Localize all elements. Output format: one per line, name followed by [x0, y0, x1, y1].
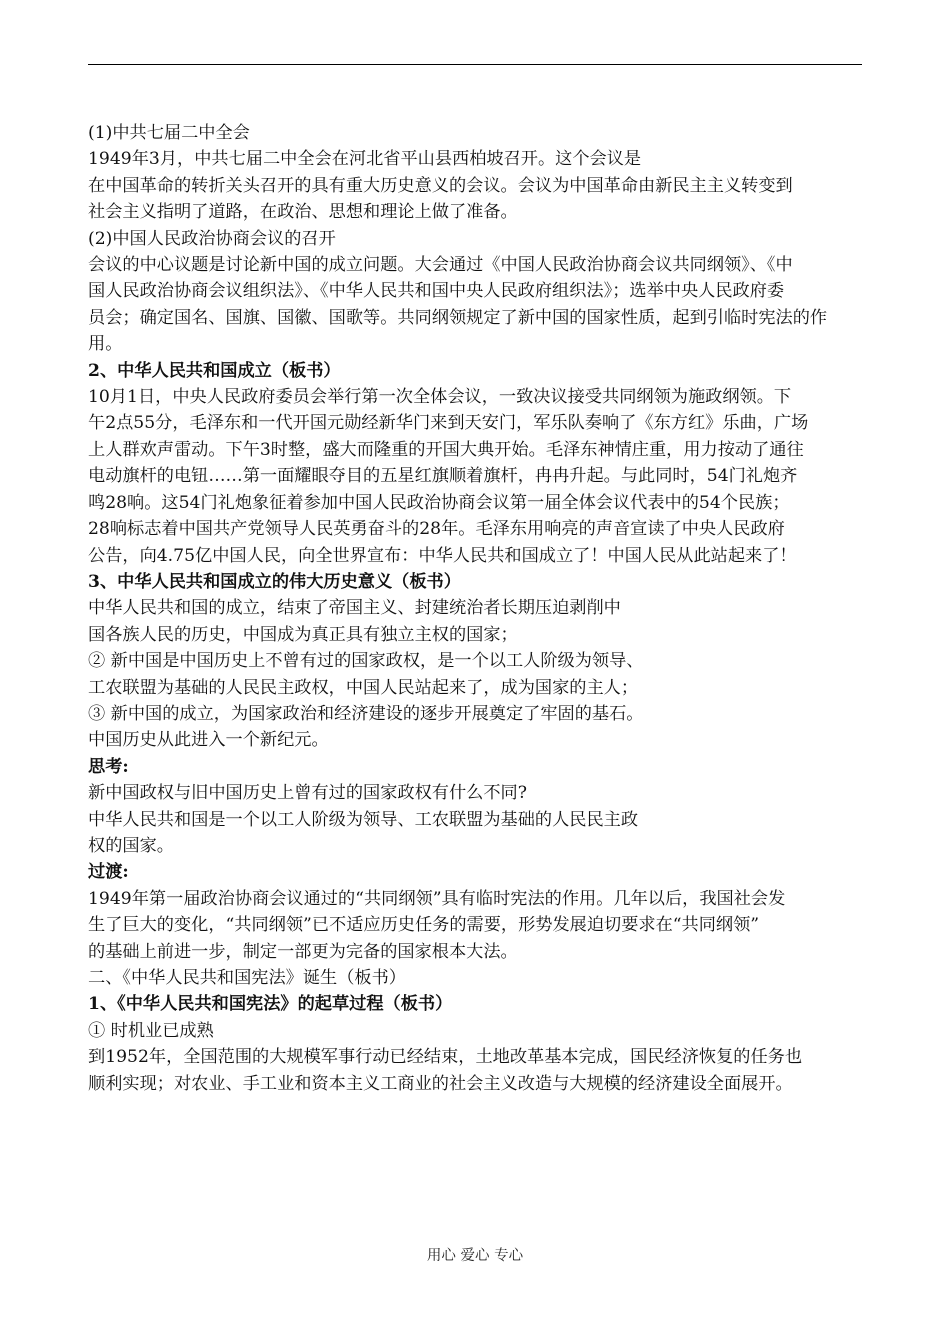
text-line: 中华人民共和国的成立，结束了帝国主义、封建统治者长期压迫剥削中	[88, 598, 621, 619]
text-line: 午2点55分，毛泽东和一代开国元勋经新华门来到天安门，军乐队奏响了《东方红》乐曲，广场	[88, 413, 809, 434]
text-line: 鸣28响。这54门礼炮象征着参加中国人民政治协商会议第一届全体会议代表中的54个民族；	[88, 492, 790, 513]
text-line: 权的国家。	[88, 835, 174, 856]
section-heading: 3、中华人民共和国成立的伟大历史意义（板书）	[88, 571, 461, 592]
text-line: 工农联盟为基础的人民民主政权，中国人民站起来了，成为国家的主人；	[88, 677, 639, 698]
text-line: 上人群欢声雷动。下午3时整，盛大而隆重的开国大典开始。毛泽东神情庄重，用力按动了通往	[88, 439, 804, 460]
text-line: (2)中国人民政治协商会议的召开	[88, 228, 336, 249]
text-line: 中华人民共和国是一个以工人阶级为领导、工农联盟为基础的人民民主政	[88, 809, 639, 830]
text-line: 在中国革命的转折关头召开的具有重大历史意义的会议。会议为中国革命由新民主主义转变到	[88, 175, 793, 196]
text-line: ③ 新中国的成立，为国家政治和经济建设的逐步开展奠定了牢固的基石。	[88, 703, 644, 724]
text-line: 到1952年，全国范围的大规模军事行动已经结束，土地改革基本完成，国民经济恢复的任务也	[88, 1047, 803, 1068]
text-line: 中国历史从此进入一个新纪元。	[88, 730, 329, 751]
text-line: 1949年第一届政治协商会议通过的“共同纲领”具有临时宪法的作用。几年以后，我国社会发	[88, 888, 786, 909]
text-line: 28响标志着中国共产党领导人民英勇奋斗的28年。毛泽东用响亮的声音宣读了中央人民政府	[88, 519, 785, 540]
text-line: 生了巨大的变化，“共同纲领”已不适应历史任务的需要，形势发展迫切要求在“共同纲领”	[88, 915, 760, 936]
text-line: 电动旗杆的电钮……第一面耀眼夺目的五星红旗顺着旗杆，冉冉升起。与此同时，54门礼炮齐	[88, 466, 798, 487]
header-rule	[88, 64, 862, 65]
page-footer: 用心 爱心 专心	[426, 1248, 524, 1264]
text-line: 社会主义指明了道路，在政治、思想和理论上做了准备。	[88, 202, 518, 223]
text-line: 会议的中心议题是讨论新中国的成立问题。大会通过《中国人民政治协商会议共同纲领》、《中	[88, 255, 793, 276]
text-line: 国人民政治协商会议组织法》、《中华人民共和国中央人民政府组织法》；选举中央人民政府委	[88, 281, 785, 302]
text-line: (1)中共七届二中全会	[88, 123, 250, 143]
text-line: 公告，向4.75亿中国人民，向全世界宣布：中华人民共和国成立了！中国人民从此站起来了！	[88, 545, 797, 566]
text-line: 顺利实现；对农业、手工业和资本主义工商业的社会主义改造与大规模的经济建设全面展开。	[88, 1073, 793, 1094]
document-body	[88, 120, 864, 1097]
text-line: 二、《中华人民共和国宪法》诞生（板书）	[88, 968, 406, 988]
text-line: 国各族人民的历史，中国成为真正具有独立主权的国家；	[88, 624, 518, 645]
text-line: ① 时机业已成熟	[88, 1020, 214, 1041]
text-line: 用。	[88, 334, 123, 355]
text-line: 的基础上前进一步，制定一部更为完备的国家根本大法。	[88, 941, 518, 962]
section-heading: 1、《中华人民共和国宪法》的起草过程（板书）	[88, 994, 453, 1015]
section-heading: 过渡:	[88, 862, 129, 883]
section-heading: 2、中华人民共和国成立（板书）	[88, 360, 341, 381]
text-line: 员会；确定国名、国旗、国徽、国歌等。共同纲领规定了新中国的国家性质，起到引临时宪法的作	[88, 307, 828, 328]
text-line: 1949年3月，中共七届二中全会在河北省平山县西柏坡召开。这个会议是	[88, 149, 642, 170]
text-line: 新中国政权与旧中国历史上曾有过的国家政权有什么不同?	[88, 783, 527, 804]
text-line: ② 新中国是中国历史上不曾有过的国家政权，是一个以工人阶级为领导、	[88, 651, 644, 672]
section-heading: 思考:	[88, 756, 129, 777]
text-line: 10月1日，中央人民政府委员会举行第一次全体会议，一致决议接受共同纲领为施政纲领。下	[88, 387, 792, 408]
